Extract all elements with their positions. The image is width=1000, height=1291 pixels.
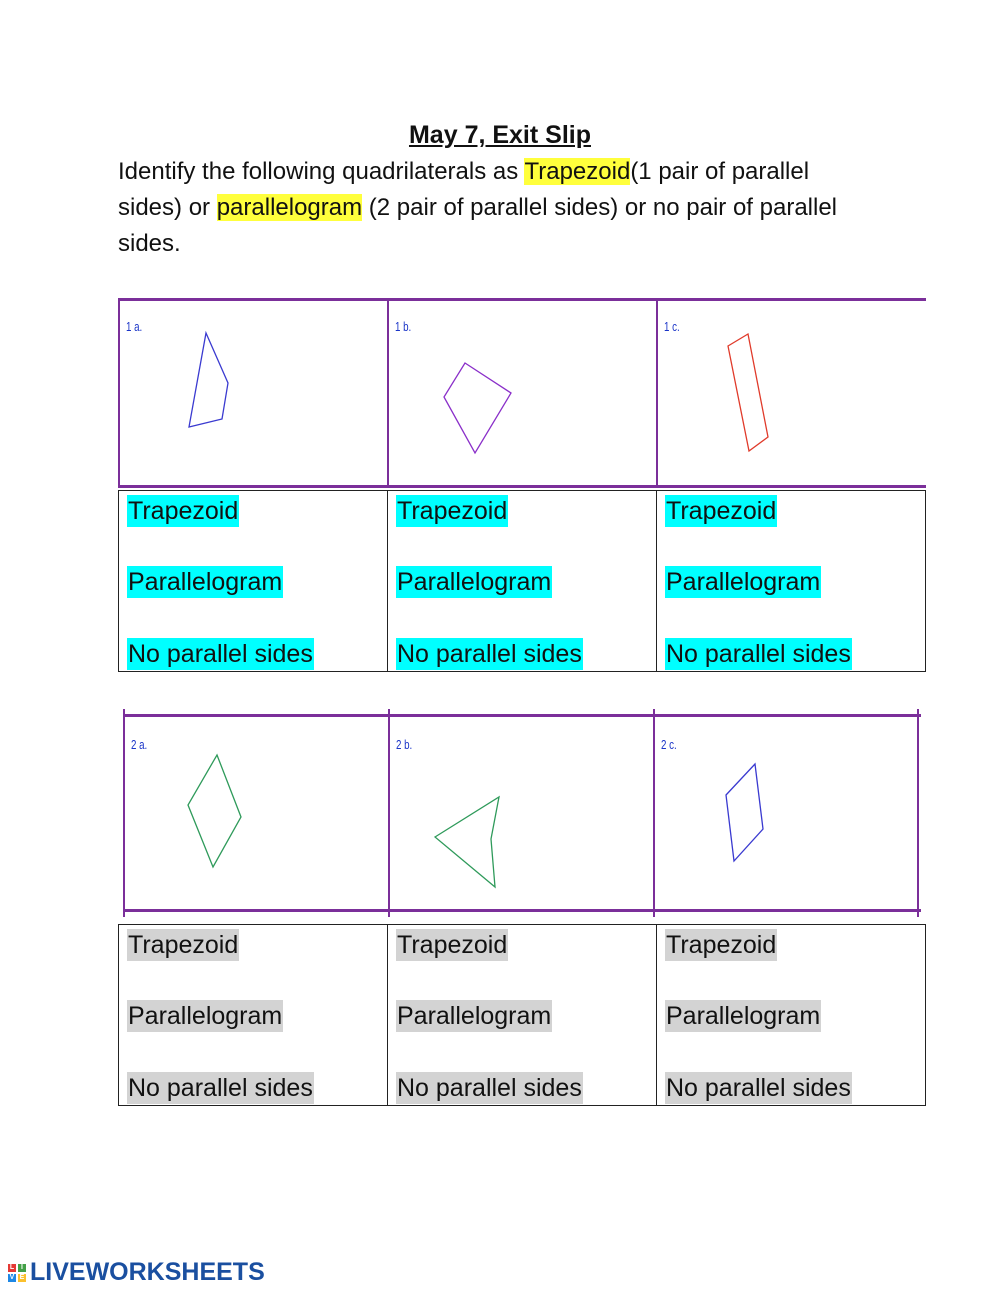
quadrilateral-2a <box>188 755 241 867</box>
option-no-parallel-sides[interactable]: No parallel sides <box>397 1074 582 1102</box>
answer-cell-1c <box>657 491 925 671</box>
answer-cell-1b <box>388 491 657 671</box>
instructions-text-3: (2 pair of parallel sides) or no pair of parallel sides. <box>118 194 838 257</box>
figure-label-1c: 1 c. <box>664 319 680 334</box>
answer-cell-2b <box>388 925 657 1105</box>
figure-label-1a: 1 a. <box>126 319 143 334</box>
figure-label-2c: 2 c. <box>661 737 677 752</box>
liveworksheets-logo <box>8 1258 265 1287</box>
figure-row-2 <box>123 714 921 912</box>
option-no-parallel-sides[interactable]: No parallel sides <box>128 640 313 668</box>
answer-cell-2a <box>119 925 388 1105</box>
logo-letter-v: V <box>9 1273 15 1281</box>
option-parallelogram[interactable]: Parallelogram <box>128 1002 283 1030</box>
option-no-parallel-sides[interactable]: No parallel sides <box>666 1074 851 1102</box>
figure-label-2a: 2 a. <box>131 737 148 752</box>
option-parallelogram[interactable]: Parallelogram <box>666 568 821 596</box>
option-no-parallel-sides[interactable]: No parallel sides <box>666 640 851 668</box>
instructions <box>118 154 878 262</box>
quadrilateral-2c <box>726 764 763 861</box>
page-title: May 7, Exit Slip <box>408 121 591 149</box>
answer-table-1 <box>118 490 926 672</box>
quadrilateral-1b <box>444 363 511 453</box>
figure-row-1 <box>118 298 926 488</box>
logo-text: LIVEWORKSHEETS <box>30 1258 265 1286</box>
option-trapezoid[interactable]: Trapezoid <box>128 497 239 525</box>
answer-cell-1a <box>119 491 388 671</box>
answer-cell-2c <box>657 925 925 1105</box>
option-trapezoid[interactable]: Trapezoid <box>666 931 777 959</box>
figure-label-1b: 1 b. <box>395 319 412 334</box>
option-parallelogram[interactable]: Parallelogram <box>397 568 552 596</box>
logo-icon <box>8 1264 26 1282</box>
quadrilateral-2b <box>435 797 499 887</box>
instructions-text-2: (1 pair of parallel sides) or <box>118 158 810 221</box>
option-no-parallel-sides[interactable]: No parallel sides <box>128 1074 313 1102</box>
logo-letter-i: I <box>18 1264 26 1272</box>
option-no-parallel-sides[interactable]: No parallel sides <box>397 640 582 668</box>
figure-label-2b: 2 b. <box>396 737 413 752</box>
logo-letter-e: E <box>19 1273 25 1281</box>
logo-letter-l: L <box>9 1263 15 1271</box>
quadrilateral-1a <box>189 333 228 427</box>
option-trapezoid[interactable]: Trapezoid <box>128 931 239 959</box>
option-parallelogram[interactable]: Parallelogram <box>397 1002 552 1030</box>
instructions-text-1: Identify the following quadrilaterals as <box>118 158 525 185</box>
quadrilateral-1c <box>728 334 768 451</box>
figure-row-1-shapes <box>118 301 926 485</box>
answer-table-2 <box>118 924 926 1106</box>
option-parallelogram[interactable]: Parallelogram <box>128 568 283 596</box>
option-trapezoid[interactable]: Trapezoid <box>397 497 508 525</box>
option-trapezoid[interactable]: Trapezoid <box>666 497 777 525</box>
option-trapezoid[interactable]: Trapezoid <box>397 931 508 959</box>
option-parallelogram[interactable]: Parallelogram <box>666 1002 821 1030</box>
term-trapezoid: Trapezoid <box>524 158 631 185</box>
term-parallelogram: parallelogram <box>216 194 363 221</box>
figure-row-2-shapes <box>123 717 921 915</box>
